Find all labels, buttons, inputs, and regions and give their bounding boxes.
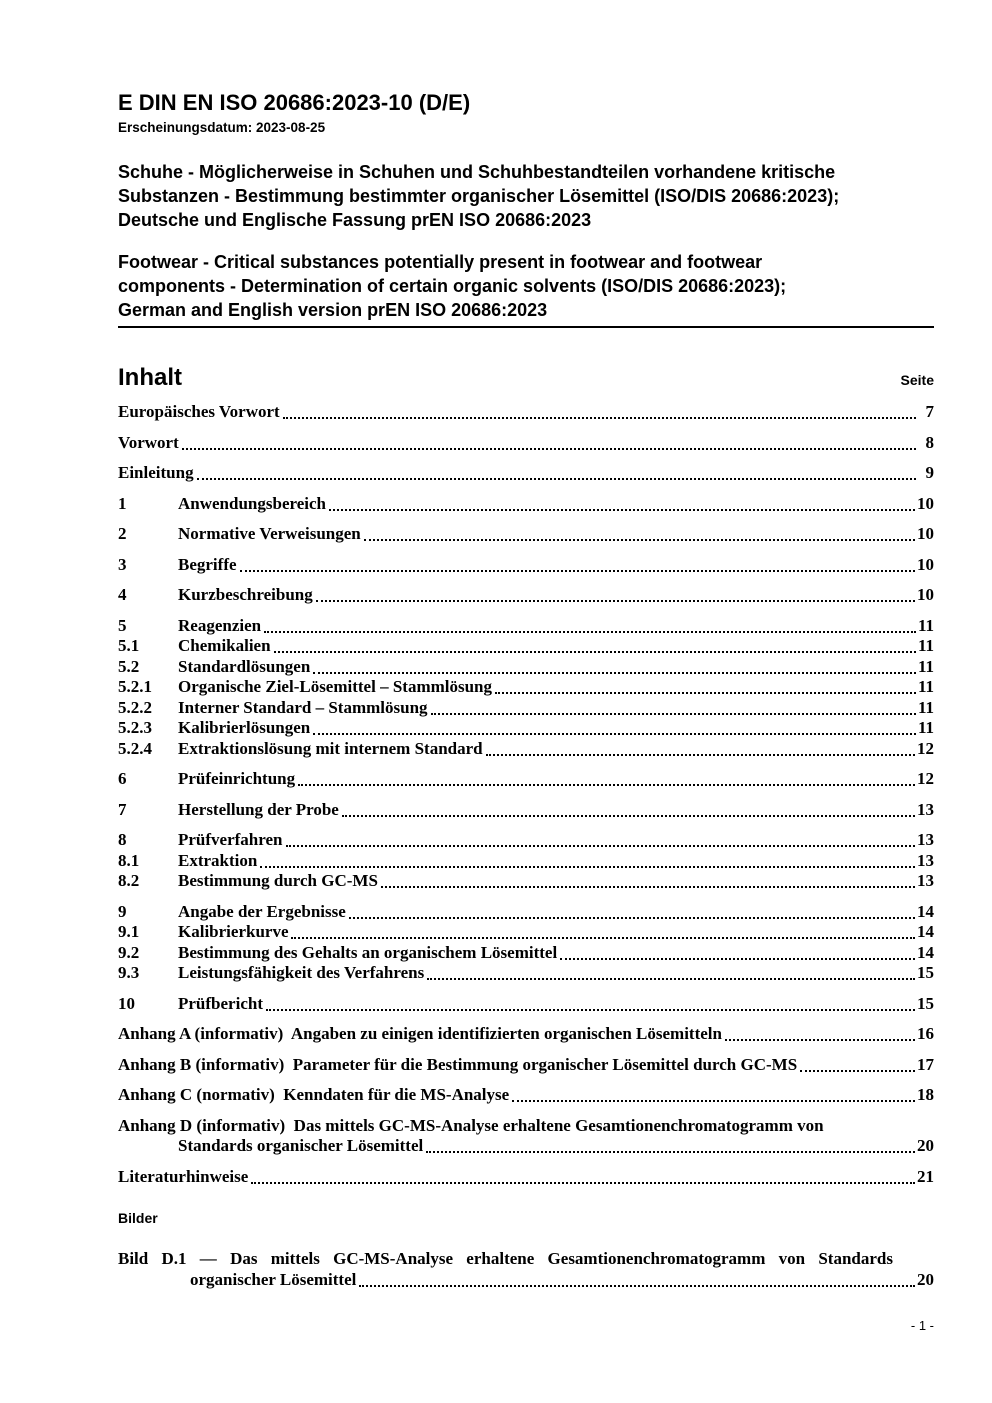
toc-entry-page: 18 [917, 1085, 934, 1104]
toc-entry-line1 [118, 830, 934, 851]
toc-entry-line1 [118, 943, 934, 964]
dotted-leader [495, 692, 916, 694]
toc-entry-label: Bestimmung des Gehalts an organischem Lösemittel [178, 942, 558, 962]
toc-entry-number: 5.2 [118, 656, 140, 676]
toc-entry-line1 [118, 585, 934, 606]
toc-entry-page: 14 [917, 922, 934, 941]
toc-entry-page: 11 [917, 656, 934, 676]
dotted-leader [264, 631, 916, 633]
toc-entry-number: 8.2 [118, 871, 140, 890]
toc-entry-page: 7 [925, 402, 934, 421]
dotted-leader [560, 958, 915, 960]
toc-entry[interactable] [118, 677, 934, 698]
toc-entry[interactable] [118, 943, 934, 964]
toc-entry-page: 14 [917, 901, 934, 921]
dotted-leader [349, 917, 915, 919]
toc-entry[interactable] [118, 433, 934, 454]
toc-entry-line1 [118, 616, 934, 637]
toc-entry-number: 5 [118, 615, 127, 635]
dotted-leader [342, 815, 915, 817]
toc-entry[interactable] [118, 698, 934, 719]
toc-entry-number: 9 [118, 901, 127, 921]
doc-number-title: E DIN EN ISO 20686:2023-10 (D/E) [118, 90, 471, 115]
toc-entry-number: 8.1 [118, 850, 140, 870]
dotted-leader [359, 1285, 915, 1287]
toc-entry[interactable] [118, 830, 934, 851]
toc-entry[interactable] [118, 902, 934, 923]
toc-entry-page: 11 [917, 636, 934, 655]
toc-entry-label: Prüfeinrichtung [178, 769, 296, 788]
toc-entry-page: 10 [917, 524, 934, 543]
toc-entry-label: Standardlösungen [178, 656, 311, 676]
toc-entry-label: Herstellung der Probe [178, 799, 339, 819]
dotted-leader [427, 978, 915, 980]
toc-entry-line1 [118, 922, 934, 943]
toc-entry-line1 [118, 636, 934, 657]
toc-page-column-label: Seite [900, 372, 934, 388]
toc-entry-page: 10 [917, 493, 934, 513]
toc-heading: Inhalt [118, 364, 182, 391]
toc-entry-line1 [118, 463, 934, 484]
toc-entry[interactable] [118, 585, 934, 606]
toc-entry-label: Interner Standard – Stammlösung [178, 697, 428, 717]
dotted-leader [240, 570, 915, 572]
toc-entry-label-continued: Standards organischer Lösemittel [178, 1136, 424, 1155]
toc-entry-page: 15 [917, 993, 934, 1013]
title-english-line: Footwear - Critical substances potentially present in footwear and footwear [118, 252, 763, 272]
toc-entry-number: 7 [118, 799, 127, 819]
toc-header [118, 364, 934, 392]
toc-entry-line1 [118, 402, 934, 423]
toc-entry-label: Leistungsfähigkeit des Verfahrens [178, 963, 425, 982]
toc-entry-line1 [118, 718, 934, 739]
toc-entry[interactable] [118, 402, 934, 423]
dotted-leader [274, 651, 916, 653]
toc-entry-line1 [118, 1116, 934, 1137]
toc-entry-number: 5.2.2 [118, 697, 152, 717]
toc-entry-line1 [118, 698, 934, 719]
title-english-line: German and English version prEN ISO 20686:2023 [118, 300, 548, 320]
toc-entry-number: 5.2.4 [118, 738, 152, 758]
toc-entry[interactable] [118, 1024, 934, 1045]
toc-entry[interactable] [118, 1167, 934, 1188]
toc-entry-line1 [118, 963, 934, 984]
toc-entry[interactable] [118, 657, 934, 678]
toc-entry-number: 5.2.3 [118, 718, 152, 737]
toc-entry-label: Organische Ziel-Lösemittel – Stammlösung [178, 677, 493, 696]
dotted-leader [725, 1039, 915, 1041]
dotted-leader [291, 937, 915, 939]
toc-entry-line1 [118, 739, 934, 760]
toc-entry-line1 [118, 524, 934, 545]
toc-entry-number: 8 [118, 830, 127, 849]
dotted-leader [431, 713, 916, 715]
toc-entry-label: Anhang B (informativ) Parameter für die Bestimmung organischer Lösemittel durch GC-MS [118, 1054, 798, 1074]
toc-entry-number: 1 [118, 493, 127, 513]
toc-entry-label: Vorwort [118, 432, 179, 452]
title-german-line: Substanzen - Bestimmung bestimmter organischer Lösemittel (ISO/DIS 20686:2023); [118, 186, 840, 206]
toc-entry[interactable] [118, 616, 934, 637]
table-of-contents [118, 402, 934, 1187]
toc-entry-page: 21 [917, 1166, 934, 1186]
toc-entry-number: 3 [118, 554, 127, 574]
toc-entry[interactable] [118, 524, 934, 545]
toc-entry-page: 11 [917, 677, 934, 696]
toc-entry[interactable] [118, 800, 934, 821]
toc-entry[interactable] [118, 1116, 934, 1157]
dotted-leader [298, 784, 915, 786]
toc-entry-page: 10 [917, 585, 934, 604]
toc-entry-line1 [118, 1249, 893, 1270]
toc-entry-page: 20 [917, 1136, 934, 1155]
dotted-leader [381, 886, 915, 888]
title-german [118, 160, 934, 232]
toc-entry-line1 [118, 657, 934, 678]
toc-entry-label: Anhang D (informativ) Das mittels GC-MS-Analyse erhaltene Gesamtionenchromatogramm von [118, 1115, 824, 1135]
toc-entry-label: Normative Verweisungen [178, 524, 361, 543]
toc-entry-line1 [118, 1024, 934, 1045]
toc-entry-label: Anhang A (informativ) Angaben zu einigen identifizierten organischen Lösemitteln [118, 1024, 722, 1043]
toc-entry[interactable] [118, 1055, 934, 1076]
toc-entry-page: 11 [917, 697, 934, 717]
toc-entry-page: 13 [917, 871, 934, 890]
toc-entry-line1 [118, 433, 934, 454]
toc-entry-label: Prüfverfahren [178, 830, 283, 849]
toc-entry[interactable] [118, 463, 934, 484]
toc-entry-label: Bild D.1 — Das mittels GC-MS-Analyse erhaltene Gesamtionenchromatogramm von Standards [118, 1249, 893, 1268]
toc-entry-number: 4 [118, 585, 127, 604]
dotted-leader [364, 539, 915, 541]
toc-entry-number: 9.2 [118, 942, 140, 962]
toc-entry-line1 [118, 1085, 934, 1106]
dotted-leader [286, 845, 916, 847]
toc-entry-page: 17 [917, 1054, 934, 1074]
toc-entry-page: 12 [917, 769, 934, 788]
toc-entry-line1 [118, 555, 934, 576]
dotted-leader [426, 1151, 915, 1153]
dotted-leader [260, 866, 915, 868]
toc-entry-label: Chemikalien [178, 636, 271, 655]
toc-entry[interactable] [118, 1249, 934, 1290]
page-number-footer: - 1 - [910, 1318, 934, 1333]
publication-date: Erscheinungsdatum: 2023-08-25 [118, 120, 326, 135]
dotted-leader [266, 1009, 915, 1011]
toc-entry[interactable] [118, 851, 934, 872]
toc-entry[interactable] [118, 1085, 934, 1106]
dotted-leader [486, 754, 915, 756]
toc-entry-line1 [118, 494, 934, 515]
toc-entry-line1 [118, 871, 934, 892]
title-english [118, 250, 934, 322]
toc-entry-page: 9 [925, 463, 934, 482]
dotted-leader [283, 417, 916, 419]
toc-entry-number: 9.3 [118, 963, 140, 982]
toc-entry-label: Kurzbeschreibung [178, 585, 313, 604]
toc-entry-label: Kalibrierlösungen [178, 718, 311, 737]
toc-entry-page: 14 [917, 942, 934, 962]
toc-entry-page: 10 [917, 554, 934, 574]
toc-entry-label: Anhang C (normativ) Kenndaten für die MS-Analyse [118, 1085, 510, 1104]
toc-entry-number: 5.2.1 [118, 677, 152, 696]
toc-entry[interactable] [118, 739, 934, 760]
dotted-leader [316, 600, 915, 602]
figures-list [118, 1249, 934, 1290]
dotted-leader [251, 1182, 915, 1184]
toc-entry-number: 10 [118, 993, 135, 1013]
toc-entry-line1 [118, 851, 934, 872]
title-english-line: components - Determination of certain organic solvents (ISO/DIS 20686:2023); [118, 276, 787, 296]
toc-entry-line1 [118, 1167, 934, 1188]
toc-entry-line1 [118, 677, 934, 698]
toc-entry-line2 [118, 1270, 934, 1291]
dotted-leader [197, 478, 916, 480]
toc-entry[interactable] [118, 769, 934, 790]
dotted-leader [313, 672, 916, 674]
toc-entry-label: Literaturhinweise [118, 1166, 249, 1186]
title-german-line: Deutsche und Englische Fassung prEN ISO 20686:2023 [118, 210, 592, 230]
toc-entry-page: 11 [917, 718, 934, 737]
toc-entry-label-continued: organischer Lösemittel [190, 1269, 357, 1289]
toc-entry[interactable] [118, 494, 934, 515]
toc-entry-page: 16 [917, 1024, 934, 1043]
toc-entry-label: Angabe der Ergebnisse [178, 901, 346, 921]
toc-entry-label: Prüfbericht [178, 993, 263, 1013]
toc-entry-page: 20 [917, 1269, 934, 1289]
header-divider-rule [118, 326, 934, 328]
toc-entry-label: Kalibrierkurve [178, 922, 289, 941]
title-german-line: Schuhe - Möglicherweise in Schuhen und Schuhbestandteilen vorhandene kritische [118, 162, 836, 182]
figures-heading: Bilder [118, 1210, 158, 1226]
toc-entry-number: 9.1 [118, 922, 140, 941]
dotted-leader [800, 1070, 915, 1072]
dotted-leader [182, 448, 916, 450]
toc-entry-number: 5.1 [118, 636, 140, 655]
toc-entry-page: 13 [917, 850, 934, 870]
toc-entry-line1 [118, 800, 934, 821]
toc-entry-label: Europäisches Vorwort [118, 402, 280, 421]
toc-entry-line1 [118, 994, 934, 1015]
toc-entry[interactable] [118, 963, 934, 984]
toc-entry-page: 13 [917, 799, 934, 819]
toc-entry-label: Anwendungsbereich [178, 493, 326, 513]
toc-entry-line1 [118, 1055, 934, 1076]
toc-entry[interactable] [118, 718, 934, 739]
toc-entry-number: 6 [118, 769, 127, 788]
toc-entry-page: 11 [917, 615, 934, 635]
toc-entry-line1 [118, 769, 934, 790]
toc-entry[interactable] [118, 636, 934, 657]
toc-entry[interactable] [118, 922, 934, 943]
toc-entry-label: Bestimmung durch GC-MS [178, 871, 378, 890]
toc-entry-line1 [118, 902, 934, 923]
toc-entry-label: Einleitung [118, 463, 194, 482]
toc-entry-page: 13 [917, 830, 934, 849]
dotted-leader [313, 733, 916, 735]
toc-entry[interactable] [118, 555, 934, 576]
dotted-leader [329, 509, 915, 511]
toc-entry-line2 [118, 1136, 934, 1157]
toc-entry-label: Reagenzien [178, 615, 262, 635]
toc-entry-label: Extraktionslösung mit internem Standard [178, 738, 483, 758]
dotted-leader [512, 1100, 915, 1102]
toc-entry[interactable] [118, 994, 934, 1015]
toc-entry-number: 2 [118, 524, 127, 543]
toc-entry-label: Extraktion [178, 850, 258, 870]
toc-entry-page: 12 [917, 738, 934, 758]
toc-entry-page: 15 [917, 963, 934, 982]
toc-entry[interactable] [118, 871, 934, 892]
toc-entry-label: Begriffe [178, 554, 237, 574]
toc-entry-page: 8 [925, 432, 934, 452]
